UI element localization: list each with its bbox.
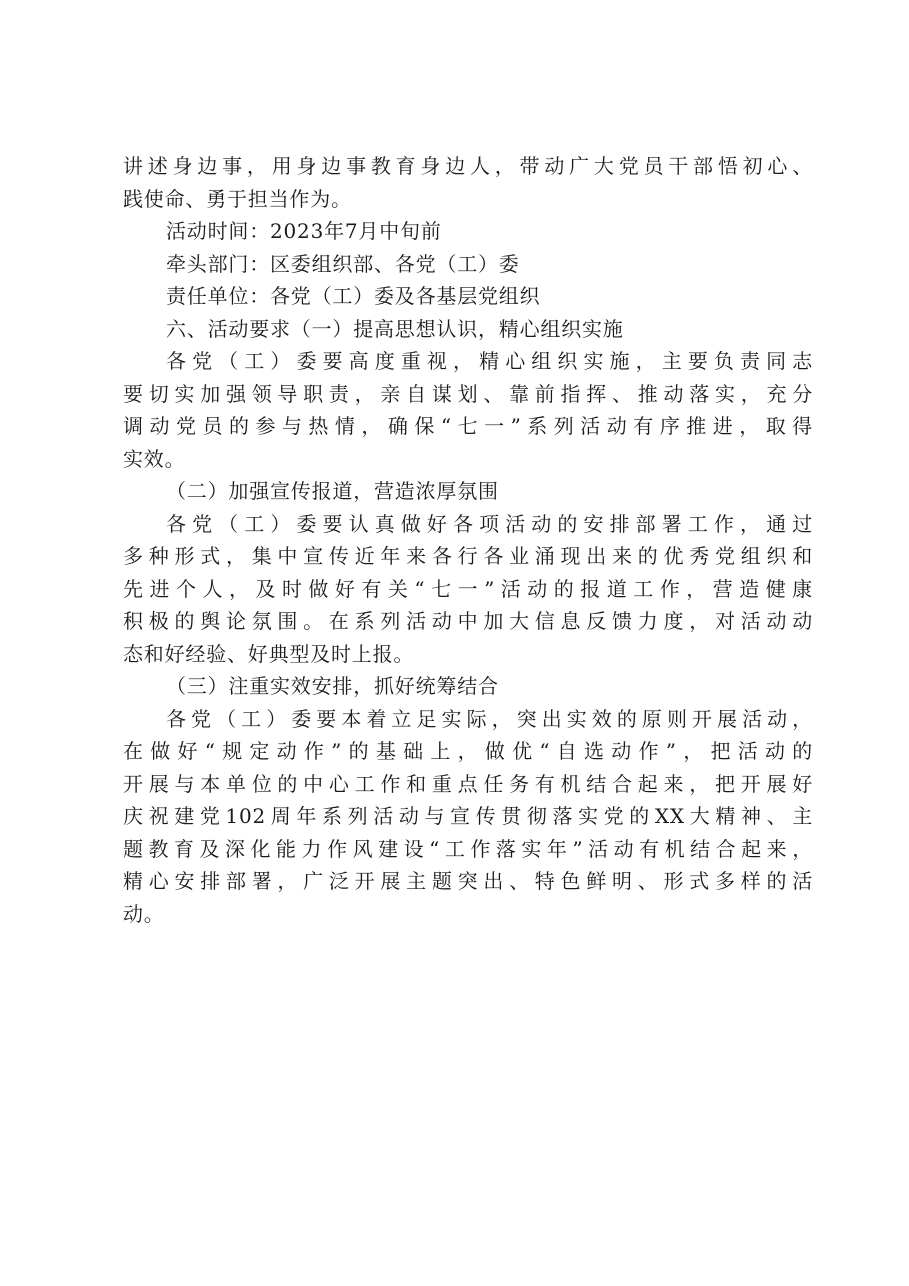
body-line: 多种形式，集中宣传近年来各行各业涌现出来的优秀党组织和 xyxy=(123,544,813,568)
body-line: 庆祝建党102周年系列活动与宣传贯彻落实党的XX大精神、主 xyxy=(123,804,813,828)
body-line: 在做好“规定动作”的基础上，做优“自选动作”，把活动的 xyxy=(123,739,813,763)
document-body xyxy=(123,150,813,930)
body-line: 精心安排部署，广泛开展主题突出、特色鲜明、形式多样的活 xyxy=(123,869,813,893)
body-line: 题教育及深化能力作风建设“工作落实年”活动有机结合起来， xyxy=(123,836,813,861)
body-line: 各党（工）委要本着立足实际，突出实效的原则开展活动， xyxy=(166,706,813,731)
body-line: 各党（工）委要高度重视，精心组织实施，主要负责同志 xyxy=(166,349,813,373)
body-line: 调动党员的参与热情，确保“七一”系列活动有序推进，取得 xyxy=(123,414,813,438)
body-line: 践使命、勇于担当作为。 xyxy=(123,186,352,211)
body-line: 各党（工）委要认真做好各项活动的安排部署工作，通过 xyxy=(166,511,813,536)
subsection-heading: （三）注重实效安排，抓好统筹结合 xyxy=(166,674,499,698)
body-line: 积极的舆论氛围。在系列活动中加大信息反馈力度，对活动动 xyxy=(123,609,813,633)
lead-department: 牵头部门：区委组织部、各党（工）委 xyxy=(166,251,520,276)
body-line: 态和好经验、好典型及时上报。 xyxy=(123,641,415,666)
responsible-unit: 责任单位：各党（工）委及各基层党组织 xyxy=(166,284,541,308)
subsection-heading: （二）加强宣传报道，营造浓厚氛围 xyxy=(166,479,499,503)
body-line: 先进个人，及时做好有关“七一”活动的报道工作，营造健康 xyxy=(123,576,813,601)
body-line: 开展与本单位的中心工作和重点任务有机结合起来，把开展好 xyxy=(123,771,813,796)
activity-time: 活动时间：2023年7月中旬前 xyxy=(166,219,442,243)
body-line: 要切实加强领导职责，亲自谋划、靠前指挥、推动落实，充分 xyxy=(123,381,813,406)
section-heading: 六、活动要求（一）提高思想认识，精心组织实施 xyxy=(166,316,624,341)
body-line: 实效。 xyxy=(123,446,186,471)
body-line: 讲述身边事，用身边事教育身边人，带动广大党员干部悟初心、 xyxy=(123,154,813,178)
body-line: 动。 xyxy=(123,901,165,926)
